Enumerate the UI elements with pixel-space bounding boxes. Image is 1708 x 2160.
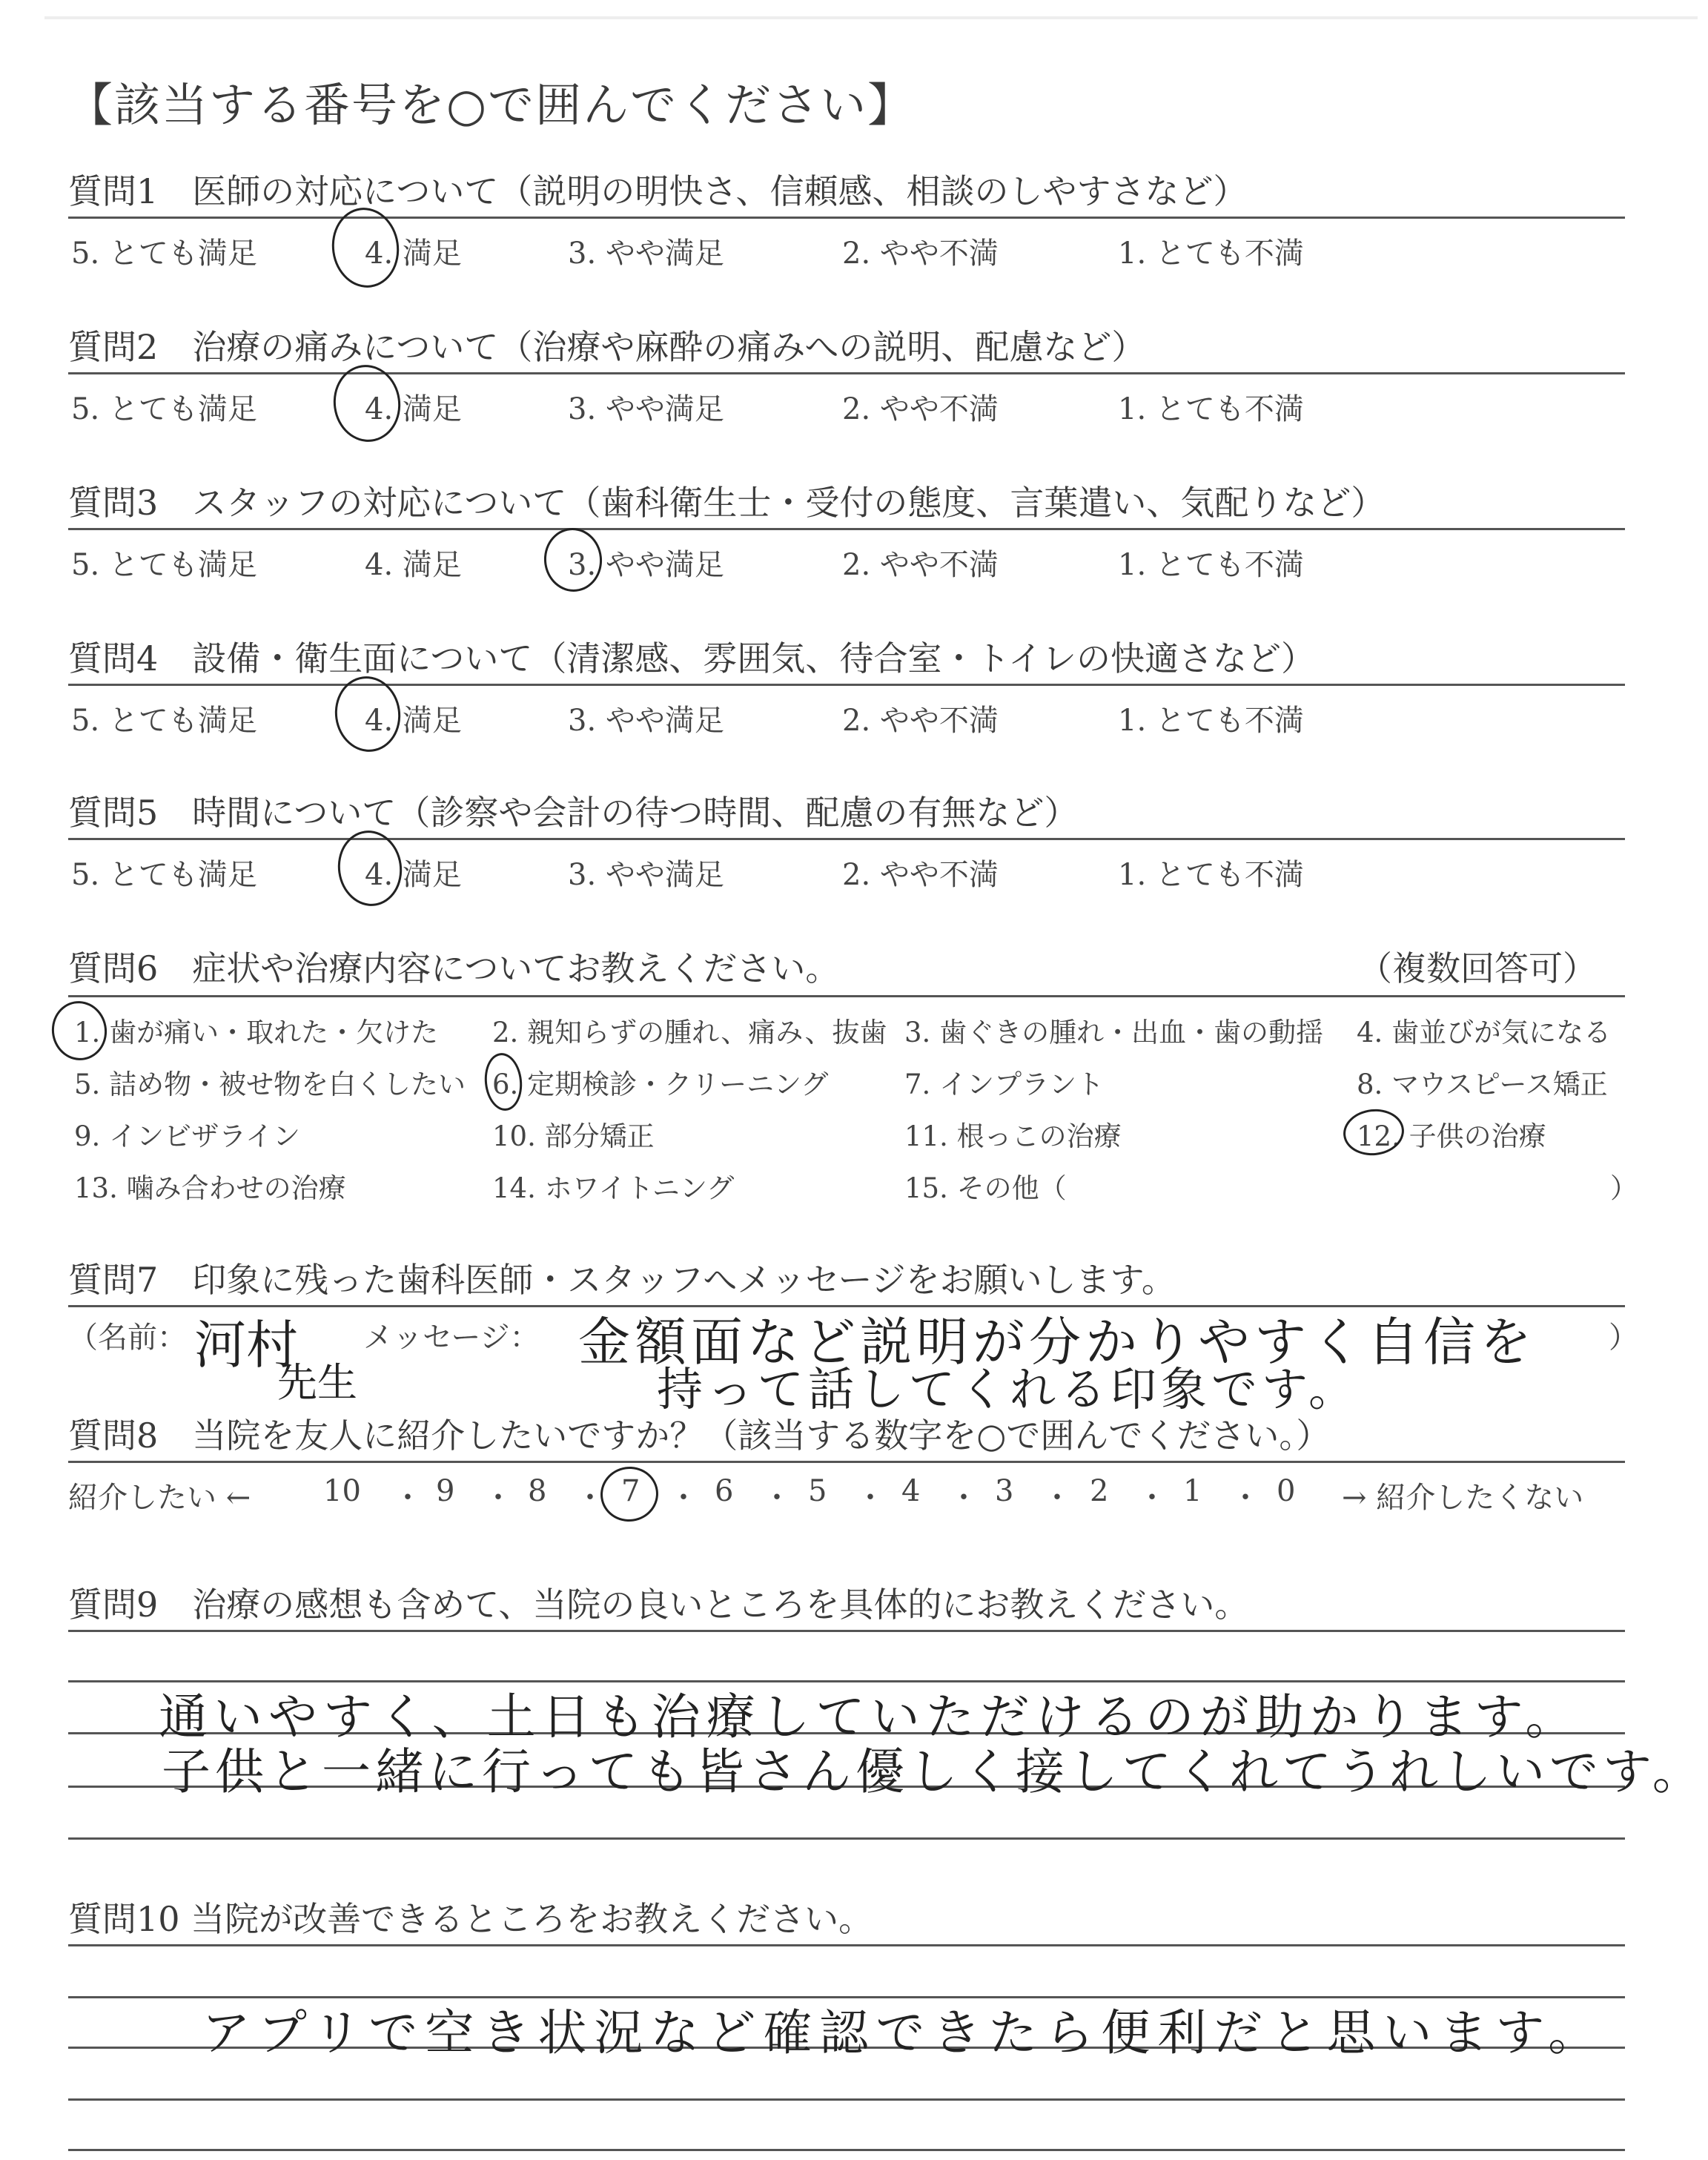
question-10-label: 質問10 当院が改善できるところをお教えください。 — [68, 1899, 873, 1939]
q1-option-1: 1. とても不満 — [1118, 237, 1304, 271]
q8-scale-2: 2 — [1090, 1474, 1109, 1508]
q5-option-3: 3. やや満足 — [568, 858, 724, 892]
page-title: 【該当する番号を○で囲んでください】 — [67, 78, 916, 132]
q3-option-4: 4. 満足 — [365, 548, 462, 582]
q5-option-1: 1. とても不満 — [1118, 858, 1304, 892]
question-1-rule — [68, 217, 1625, 219]
q1-option-3: 3. やや満足 — [568, 237, 724, 271]
question-9-rule-1 — [68, 1630, 1625, 1632]
q6-item-3: 3. 歯ぐきの腫れ・出血・歯の動揺 — [904, 1017, 1324, 1048]
q8-scale-3: 3 — [995, 1474, 1014, 1508]
question-9-label: 質問9 治療の感想も含めて、当院の良いところを具体的にお教えください。 — [68, 1585, 1249, 1625]
question-2-label: 質問2 治療の痛みについて（治療や麻酔の痛みへの説明、配慮など） — [68, 327, 1146, 367]
q8-scale-6: 6 — [715, 1474, 734, 1508]
question-10-rule-5 — [68, 2149, 1625, 2151]
q8-left-label: 紹介したい ← — [68, 1481, 251, 1515]
q6-selection-circle-1 — [47, 997, 112, 1065]
q10-handwritten-line-1: アプリで空き状況など確認できたら便利だと思います。 — [202, 2004, 1605, 2061]
question-5-rule — [68, 838, 1625, 840]
q8-scale-dot: ・ — [949, 1481, 979, 1515]
q2-option-4: 4. 満足 — [365, 392, 462, 426]
q8-selection-circle — [597, 1463, 662, 1525]
q8-scale-dot: ・ — [669, 1481, 698, 1515]
q3-option-5: 5. とても満足 — [71, 548, 257, 582]
q1-option-4: 4. 満足 — [365, 237, 462, 271]
q8-scale-10: 10 — [323, 1474, 361, 1508]
q8-scale-4: 4 — [901, 1474, 921, 1508]
q6-selection-circle-6 — [482, 1051, 525, 1113]
q6-item-7: 7. インプラント — [904, 1069, 1105, 1100]
q6-item-8: 8. マウスピース矯正 — [1357, 1069, 1608, 1100]
q1-option-5: 5. とても満足 — [71, 237, 257, 271]
q8-scale-dot: ・ — [483, 1481, 513, 1515]
q1-option-2: 2. やや不満 — [842, 237, 999, 271]
question-5-label: 質問5 時間について（診察や会計の待つ時間、配慮の有無など） — [68, 793, 1079, 833]
q2-option-5: 5. とても満足 — [71, 392, 257, 426]
q8-scale-dot: ・ — [1042, 1481, 1072, 1515]
q3-selection-circle — [541, 525, 606, 595]
q3-option-2: 2. やや不満 — [842, 548, 999, 582]
question-4-label: 質問4 設備・衛生面について（清潔感、雰囲気、待合室・トイレの快適さなど） — [68, 638, 1316, 678]
q7-close-paren: ） — [1609, 1321, 1638, 1355]
q4-option-3: 3. やや満足 — [568, 704, 724, 738]
question-10-rule-1 — [68, 1944, 1625, 1946]
q8-scale-5: 5 — [808, 1474, 827, 1508]
q4-option-1: 1. とても不満 — [1118, 704, 1304, 738]
question-2-rule — [68, 372, 1625, 374]
q4-option-2: 2. やや不満 — [842, 704, 999, 738]
q3-option-3: 3. やや満足 — [568, 548, 724, 582]
q4-option-5: 5. とても満足 — [71, 704, 257, 738]
q7-name-label: （名前： — [68, 1321, 187, 1355]
q8-scale-dot: ・ — [855, 1481, 885, 1515]
q9-handwritten-line-1: 通いやすく、土日も治療していただけるのが助かります。 — [159, 1688, 1580, 1745]
question-3-rule — [68, 528, 1625, 530]
q7-handwritten-title: 先生 — [277, 1359, 357, 1406]
q8-scale-1: 1 — [1183, 1474, 1202, 1508]
q6-item-14: 14. ホワイトニング — [492, 1172, 735, 1204]
q9-handwritten-line-2: 子供と一緒に行っても皆さん優しく接してくれてうれしいです。 — [162, 1743, 1706, 1800]
q5-option-5: 5. とても満足 — [71, 858, 257, 892]
question-7-label: 質問7 印象に残った歯科医師・スタッフへメッセージをお願いします。 — [68, 1260, 1176, 1300]
q8-scale-8: 8 — [528, 1474, 547, 1508]
q6-item-15: 15. その他（ — [904, 1172, 1067, 1204]
q8-scale-0: 0 — [1277, 1474, 1296, 1508]
question-8-rule — [68, 1461, 1625, 1463]
q2-option-1: 1. とても不満 — [1118, 392, 1304, 426]
q6-item-10: 10. 部分矯正 — [492, 1120, 655, 1152]
q8-scale-7: 7 — [621, 1474, 640, 1508]
q6-item-1: 1. 歯が痛い・取れた・欠けた — [74, 1017, 439, 1048]
question-6-note: （複数回答可） — [1358, 948, 1597, 988]
q8-right-label: → 紹介したくない — [1342, 1481, 1584, 1515]
q6-item-13: 13. 噛み合わせの治療 — [74, 1172, 346, 1204]
q6-item-15-close: ） — [1610, 1172, 1638, 1204]
q2-option-2: 2. やや不満 — [842, 392, 999, 426]
question-3-label: 質問3 スタッフの対応について（歯科衛生士・受付の態度、言葉遣い、気配りなど） — [68, 483, 1386, 523]
q7-handwritten-name: 河村 — [194, 1315, 298, 1375]
question-6-label: 質問6 症状や治療内容についてお教えください。 — [68, 948, 840, 988]
q3-option-1: 1. とても不満 — [1118, 548, 1304, 582]
q2-option-3: 3. やや満足 — [568, 392, 724, 426]
question-4-rule — [68, 684, 1625, 686]
top-edge — [44, 16, 1698, 19]
q5-option-2: 2. やや不満 — [842, 858, 999, 892]
q7-handwritten-message-2: 持って話してくれる印象です。 — [657, 1362, 1360, 1416]
q7-message-label: メッセージ： — [363, 1321, 540, 1355]
q8-scale-dot: ・ — [1231, 1481, 1260, 1515]
q6-item-2: 2. 親知らずの腫れ、痛み、抜歯 — [492, 1017, 887, 1048]
q7-handwritten-message-1: 金額面など説明が分かりやすく自信を — [578, 1312, 1536, 1373]
question-1-label: 質問1 医師の対応について（説明の明快さ、信頼感、相談のしやすさなど） — [68, 171, 1248, 211]
q5-option-4: 4. 満足 — [365, 858, 462, 892]
q8-scale-dot: ・ — [1137, 1481, 1167, 1515]
question-8-label: 質問8 当院を友人に紹介したいですか？（該当する数字を○で囲んでください。） — [68, 1416, 1331, 1456]
q4-option-4: 4. 満足 — [365, 704, 462, 738]
q6-item-4: 4. 歯並びが気になる — [1357, 1017, 1612, 1048]
q8-scale-9: 9 — [436, 1474, 455, 1508]
question-9-rule-5 — [68, 1837, 1625, 1840]
q8-scale-dot: ・ — [393, 1481, 423, 1515]
q8-scale-dot: ・ — [762, 1481, 792, 1515]
q6-item-9: 9. インビザライン — [74, 1120, 300, 1152]
q6-item-12: 12. 子供の治療 — [1357, 1120, 1546, 1152]
q6-item-11: 11. 根っこの治療 — [904, 1120, 1122, 1152]
question-6-rule — [68, 995, 1625, 997]
q6-item-5: 5. 詰め物・被せ物を白くしたい — [74, 1069, 466, 1100]
q6-item-6: 6. 定期検診・クリーニング — [492, 1069, 829, 1100]
question-10-rule-4 — [68, 2098, 1625, 2101]
q8-scale-dot: ・ — [575, 1481, 605, 1515]
